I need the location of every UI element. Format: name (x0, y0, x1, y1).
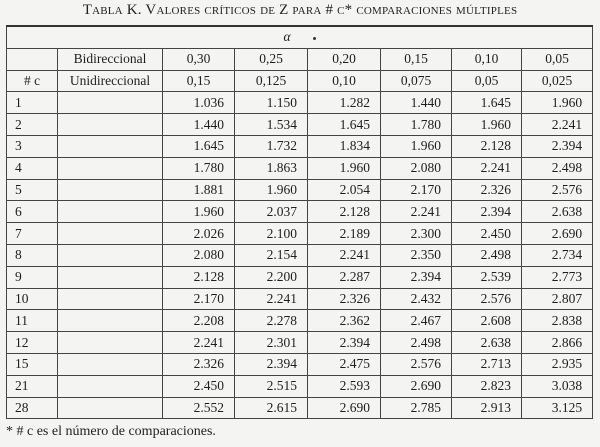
bidireccional-alpha: 0,15 (381, 48, 452, 70)
z-value: 1.732 (235, 135, 308, 157)
z-value: 2.615 (235, 397, 308, 419)
z-value: 2.552 (163, 397, 235, 419)
z-value: 2.287 (308, 266, 381, 288)
z-value: 1.780 (381, 114, 452, 136)
z-value: 2.450 (452, 223, 522, 245)
z-value: 2.189 (308, 223, 381, 245)
alpha-cell (7, 26, 593, 48)
unidireccional-label: Unidireccional (58, 70, 163, 92)
z-value: 2.241 (235, 288, 308, 310)
dot-mark (313, 37, 316, 40)
unidireccional-alpha: 0,05 (452, 70, 522, 92)
z-value: 1.960 (163, 201, 235, 223)
table-row (7, 288, 593, 310)
unidireccional-alpha: 0,10 (308, 70, 381, 92)
comparison-count: 12 (7, 332, 58, 354)
comparison-count: 8 (7, 244, 58, 266)
z-value: 2.241 (522, 114, 593, 136)
z-value: 2.241 (452, 157, 522, 179)
unidireccional-alpha: 0,125 (235, 70, 308, 92)
z-value: 2.773 (522, 266, 593, 288)
z-value: 2.154 (235, 244, 308, 266)
empty-cell (58, 92, 163, 114)
z-value: 1.960 (381, 135, 452, 157)
z-value: 2.807 (522, 288, 593, 310)
comparison-count: 15 (7, 353, 58, 375)
table-title: Tabla K. Valores críticos de Z para # c* comparaciones múltiples (82, 2, 518, 18)
footnote: * # c es el número de comparaciones. (6, 424, 216, 439)
z-value: 2.935 (522, 353, 593, 375)
z-value: 2.838 (522, 310, 593, 332)
z-value: 1.645 (452, 92, 522, 114)
z-value: 2.200 (235, 266, 308, 288)
comparison-count: 11 (7, 310, 58, 332)
z-value: 2.576 (452, 288, 522, 310)
z-value: 2.128 (452, 135, 522, 157)
empty-cell (58, 244, 163, 266)
z-value: 2.362 (308, 310, 381, 332)
empty-cell (58, 135, 163, 157)
alpha-header-row (7, 26, 593, 48)
z-value: 2.128 (308, 201, 381, 223)
comparison-count: 21 (7, 375, 58, 397)
table-row (7, 179, 593, 201)
z-value: 2.576 (522, 179, 593, 201)
z-value: 2.326 (452, 179, 522, 201)
z-value: 1.150 (235, 92, 308, 114)
z-value: 2.638 (522, 201, 593, 223)
z-value: 2.301 (235, 332, 308, 354)
bidireccional-alpha: 0,05 (522, 48, 593, 70)
z-value: 2.450 (163, 375, 235, 397)
table-row (7, 92, 593, 114)
table-row (7, 114, 593, 136)
table-row (7, 201, 593, 223)
z-value: 1.282 (308, 92, 381, 114)
comparison-count: 9 (7, 266, 58, 288)
z-value: 2.278 (235, 310, 308, 332)
table-row (7, 157, 593, 179)
z-value: 2.638 (452, 332, 522, 354)
z-value: 2.208 (163, 310, 235, 332)
bidireccional-alpha: 0,20 (308, 48, 381, 70)
empty-cell (58, 114, 163, 136)
empty-cell (58, 201, 163, 223)
z-value: 3.038 (522, 375, 593, 397)
table-row (7, 397, 593, 419)
empty-cell (58, 288, 163, 310)
z-value: 2.170 (163, 288, 235, 310)
z-value: 2.866 (522, 332, 593, 354)
z-value: 1.780 (163, 157, 235, 179)
bidireccional-alpha: 0,10 (452, 48, 522, 70)
z-value: 1.834 (308, 135, 381, 157)
z-value: 1.960 (308, 157, 381, 179)
unidireccional-alpha: 0,075 (381, 70, 452, 92)
comparison-count: 1 (7, 92, 58, 114)
z-value: 2.539 (452, 266, 522, 288)
z-value: 2.593 (308, 375, 381, 397)
z-value: 1.534 (235, 114, 308, 136)
z-value: 2.515 (235, 375, 308, 397)
z-value: 2.241 (381, 201, 452, 223)
z-value: 1.440 (381, 92, 452, 114)
unidireccional-row (7, 70, 593, 92)
z-value: 2.576 (381, 353, 452, 375)
z-value: 2.350 (381, 244, 452, 266)
z-value: 2.823 (452, 375, 522, 397)
table-row (7, 353, 593, 375)
table-row (7, 332, 593, 354)
z-value: 2.241 (308, 244, 381, 266)
table-row (7, 375, 593, 397)
z-value: 2.026 (163, 223, 235, 245)
bidireccional-label: Bidireccional (58, 48, 163, 70)
z-value: 3.125 (522, 397, 593, 419)
empty-cell (58, 353, 163, 375)
comparison-count: 3 (7, 135, 58, 157)
z-value: 2.100 (235, 223, 308, 245)
critical-values-table (6, 25, 593, 419)
empty-cell (58, 332, 163, 354)
table-row (7, 266, 593, 288)
z-value: 2.080 (381, 157, 452, 179)
z-value: 2.037 (235, 201, 308, 223)
z-value: 2.475 (308, 353, 381, 375)
z-value: 2.498 (381, 332, 452, 354)
bidireccional-alpha: 0,30 (163, 48, 235, 70)
table-row (7, 310, 593, 332)
empty-cell (58, 157, 163, 179)
z-value: 2.300 (381, 223, 452, 245)
z-value: 1.881 (163, 179, 235, 201)
z-value: 2.734 (522, 244, 593, 266)
bidireccional-row (7, 48, 593, 70)
c-label: # c (7, 70, 58, 92)
z-value: 2.394 (308, 332, 381, 354)
unidireccional-alpha: 0,025 (522, 70, 593, 92)
empty-cell (58, 266, 163, 288)
z-value: 2.432 (381, 288, 452, 310)
comparison-count: 7 (7, 223, 58, 245)
z-value: 2.394 (235, 353, 308, 375)
z-value: 2.608 (452, 310, 522, 332)
z-value: 2.326 (308, 288, 381, 310)
table-row (7, 223, 593, 245)
z-value: 2.913 (452, 397, 522, 419)
z-value: 1.036 (163, 92, 235, 114)
z-value: 2.690 (522, 223, 593, 245)
z-value: 2.785 (381, 397, 452, 419)
z-value: 1.645 (163, 135, 235, 157)
z-value: 2.498 (522, 157, 593, 179)
comparison-count: 10 (7, 288, 58, 310)
comparison-count: 28 (7, 397, 58, 419)
empty-cell (58, 397, 163, 419)
comparison-count: 6 (7, 201, 58, 223)
z-value: 1.863 (235, 157, 308, 179)
comparison-count: 4 (7, 157, 58, 179)
bidireccional-alpha: 0,25 (235, 48, 308, 70)
z-value: 2.080 (163, 244, 235, 266)
empty-cell (58, 375, 163, 397)
comparison-count: 2 (7, 114, 58, 136)
unidireccional-alpha: 0,15 (163, 70, 235, 92)
z-value: 2.394 (381, 266, 452, 288)
comparison-count: 5 (7, 179, 58, 201)
z-value: 1.645 (308, 114, 381, 136)
z-value: 2.326 (163, 353, 235, 375)
table-row (7, 135, 593, 157)
z-value: 2.467 (381, 310, 452, 332)
z-value: 2.713 (452, 353, 522, 375)
z-value: 2.394 (452, 201, 522, 223)
empty-cell (58, 310, 163, 332)
z-value: 1.440 (163, 114, 235, 136)
empty-cell (7, 48, 58, 70)
z-value: 2.498 (452, 244, 522, 266)
z-value: 2.241 (163, 332, 235, 354)
z-value: 1.960 (522, 92, 593, 114)
z-value: 1.960 (235, 179, 308, 201)
z-value: 2.394 (522, 135, 593, 157)
z-value: 2.170 (381, 179, 452, 201)
empty-cell (58, 223, 163, 245)
alpha-label: α (283, 29, 291, 45)
z-value: 2.054 (308, 179, 381, 201)
table-row (7, 244, 593, 266)
z-value: 2.128 (163, 266, 235, 288)
z-value: 2.690 (381, 375, 452, 397)
z-value: 2.690 (308, 397, 381, 419)
z-value: 1.960 (452, 114, 522, 136)
empty-cell (58, 179, 163, 201)
